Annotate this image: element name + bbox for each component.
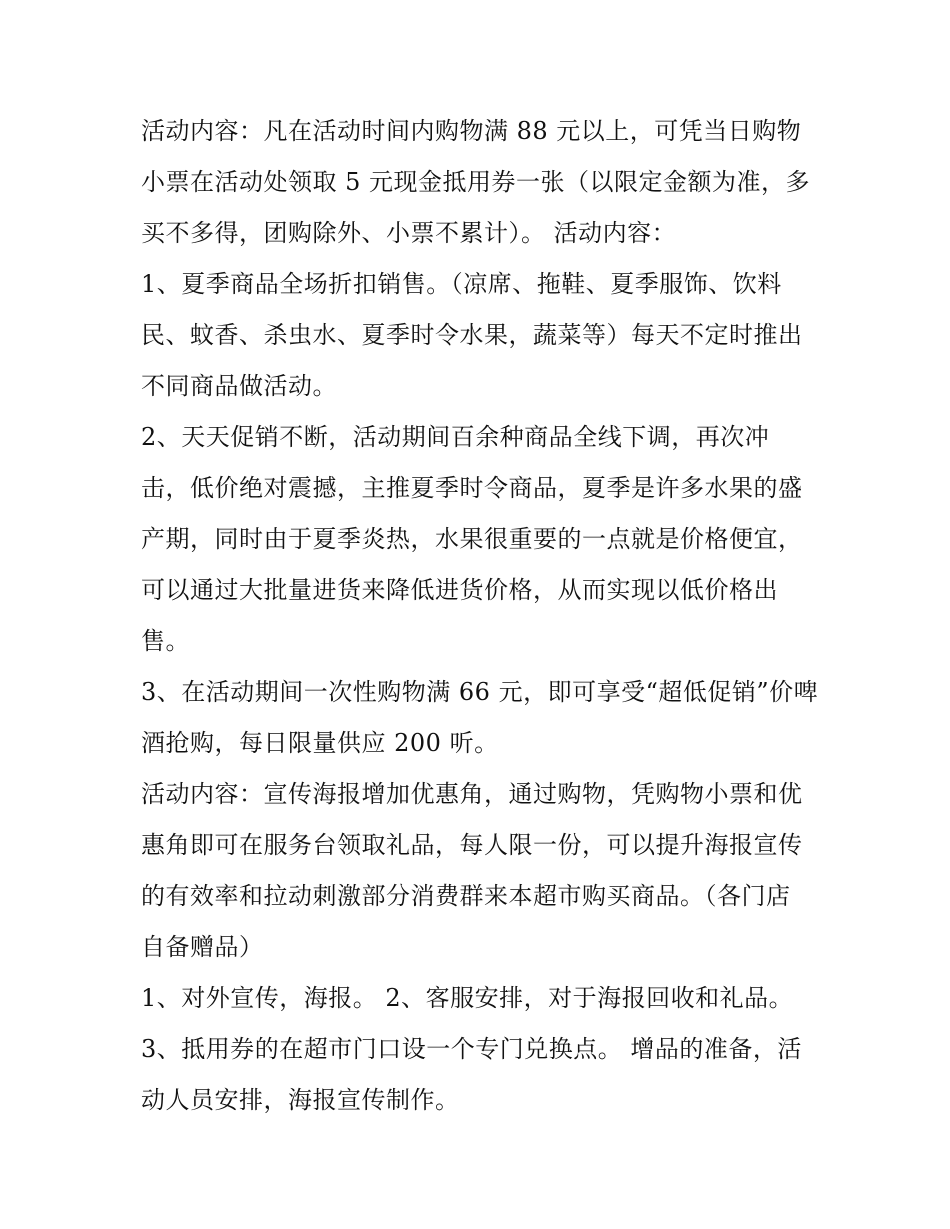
text-line: 的有效率和拉动刺激部分消费群来本超市购买商品。（各门店 [141,882,791,910]
text-line: 3、抵用券的在超市门口设一个专门兑换点。 增品的准备，活 [141,1035,802,1063]
text-line: 酒抢购，每日限量供应 200 听。 [141,729,499,757]
text-line: 民、蚊香、杀虫水、夏季时令水果，蔬菜等）每天不定时推出 [141,321,803,349]
text-line: 1、对外宣传，海报。 2、客服安排，对于海报回收和礼品。 [141,984,794,1012]
text-line: 产期，同时由于夏季炎热，水果很重要的一点就是价格便宜， [141,525,803,553]
text-line: 3、在活动期间一次性购物满 66 元，即可享受“超低促销”价啤 [141,678,819,706]
text-line: 1、夏季商品全场折扣销售。（凉席、拖鞋、夏季服饰、饮料 [141,270,782,298]
text-line: 活动内容：宣传海报增加优惠角，通过购物，凭购物小票和优 [141,780,803,808]
text-line: 2、天天促销不断，活动期间百余种商品全线下调，再次冲 [141,423,770,451]
text-line: 小票在活动处领取 5 元现金抵用券一张（以限定金额为准，多 [141,168,811,196]
text-line: 售。 [141,627,190,655]
text-line: 动人员安排，海报宣传制作。 [141,1086,460,1114]
text-line: 惠角即可在服务台领取礼品，每人限一份，可以提升海报宣传 [141,831,803,859]
text-line: 活动内容：凡在活动时间内购物满 88 元以上，可凭当日购物 [141,117,802,145]
text-line: 不同商品做活动。 [141,372,337,400]
text-line: 自备赠品） [141,933,264,961]
text-line: 可以通过大批量进货来降低进货价格，从而实现以低价格出 [141,576,778,604]
text-line: 击，低价绝对震撼，主推夏季时令商品，夏季是许多水果的盛 [141,474,803,502]
text-line: 买不多得，团购除外、小票不累计）。 活动内容： [141,219,677,247]
document-body [141,106,821,1126]
